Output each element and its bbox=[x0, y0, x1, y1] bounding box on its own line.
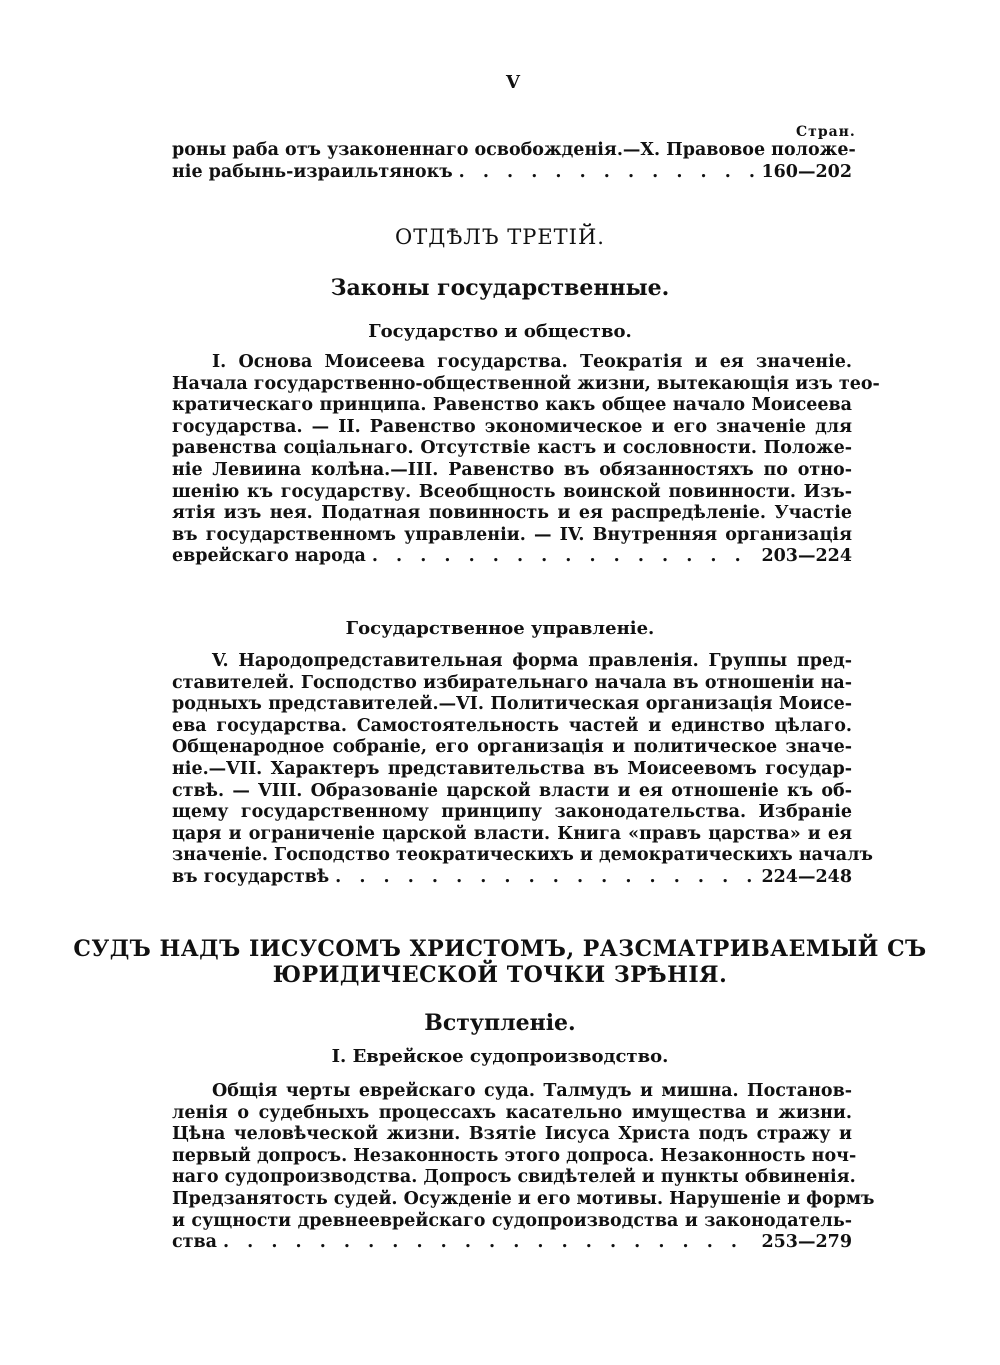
toc-entry-1 bbox=[172, 352, 880, 568]
toc-entry-last-line bbox=[172, 867, 852, 889]
subsection-title: I. Еврейское судопроизводство. bbox=[331, 1046, 669, 1067]
toc-line: ствѣ. — VIII. Образованіе царской власти и ея отношеніе къ об- bbox=[172, 780, 852, 801]
toc-line: шенію къ государству. Всеобщность воинской повинности. Изъ- bbox=[172, 481, 852, 502]
toc-entry-last-line bbox=[172, 546, 852, 568]
toc-line: царя и ограниченіе царской власти. Книга «правъ царства» и ея bbox=[172, 823, 852, 844]
leader-dots bbox=[372, 546, 756, 568]
part-title-line-1: СУДЪ НАДЪ ІИСУСОМЪ ХРИСТОМЪ, РАЗСМАТРИВАЕМЫЙ СЪ bbox=[73, 936, 927, 962]
toc-line: и сущности древнееврейскаго судопроизводства и законодатель- bbox=[172, 1210, 852, 1231]
leader-dots bbox=[459, 162, 756, 184]
toc-line: ставителей. Господство избирательнаго начала въ отношеніи на- bbox=[172, 672, 852, 693]
toc-line: еврейскаго народа bbox=[172, 546, 366, 567]
toc-line: роны раба отъ узаконеннаго освобожденія.—X. Правовое положе- bbox=[172, 140, 856, 160]
page-range: 203—224 bbox=[761, 546, 852, 567]
pages-column-header: Стран. bbox=[796, 124, 856, 140]
page-range: 160—202 bbox=[761, 161, 852, 182]
toc-line: значеніе. Господство теократическихъ и демократическихъ началъ bbox=[172, 845, 873, 866]
part-title-line-2: ЮРИДИЧЕСКОЙ ТОЧКИ ЗРѢНІЯ. bbox=[272, 962, 728, 988]
toc-line: ніе Левиина колѣна.—III. Равенство въ обязанностяхъ по отно- bbox=[172, 459, 852, 480]
toc-line: Начала государственно-общественной жизни, вытекающія изъ тео- bbox=[172, 373, 880, 394]
toc-line: родныхъ представителей.—VI. Политическая организація Моисе- bbox=[172, 694, 852, 715]
toc-line: ніе.—VII. Характеръ представительства въ Моисеевомъ государ- bbox=[172, 758, 852, 779]
toc-line: ятія изъ нея. Податная повинность и ея распредѣленіе. Участіе bbox=[172, 503, 852, 524]
toc-line: Общенародное собраніе, его организація и политическое значе- bbox=[172, 737, 852, 758]
leader-dots bbox=[223, 1232, 755, 1254]
introduction-title: Вступленіе. bbox=[424, 1010, 576, 1036]
toc-line: V. Народопредставительная форма правленія. Группы пред- bbox=[212, 651, 852, 671]
toc-line: государства. — II. Равенство экономическое и его значеніе для bbox=[172, 416, 852, 437]
toc-entry-last-line bbox=[172, 1232, 852, 1254]
subsection-title: Государство и общество. bbox=[368, 321, 632, 342]
toc-line: наго судопроизводства. Допросъ свидѣтелей и пункты обвиненія. bbox=[172, 1167, 856, 1188]
page-range: 253—279 bbox=[761, 1232, 852, 1253]
page-range: 224—248 bbox=[761, 866, 852, 887]
subsection-title: Государственное управленіе. bbox=[345, 618, 655, 639]
page-number: V bbox=[506, 72, 520, 93]
section-subtitle: Законы государственные. bbox=[330, 275, 670, 301]
toc-line: I. Основа Моисеева государства. Теократія и ея значеніе. bbox=[212, 352, 852, 372]
toc-line: въ государственномъ управленіи. — IV. Внутренняя организація bbox=[172, 524, 852, 545]
leader-dots bbox=[335, 867, 755, 889]
toc-entry-2 bbox=[172, 651, 873, 889]
toc-line: Предзанятость судей. Осужденіе и его мотивы. Нарушеніе и формъ bbox=[172, 1188, 875, 1209]
toc-line: въ государствѣ bbox=[172, 866, 330, 887]
toc-line: кратическаго принципа. Равенство какъ общее начало Моисеева bbox=[172, 395, 852, 416]
toc-entry-top bbox=[172, 140, 856, 183]
section-title: ОТДѢЛЪ ТРЕТІЙ. bbox=[395, 225, 605, 249]
toc-line: равенства соціальнаго. Отсутствіе кастъ и сословности. Положе- bbox=[172, 438, 852, 459]
toc-entry-last-line bbox=[172, 162, 852, 184]
toc-line: Общія черты еврейскаго суда. Талмудъ и мишна. Постанов- bbox=[212, 1081, 852, 1101]
toc-line: ніе рабынь-израильтянокъ bbox=[172, 161, 453, 182]
toc-line: Цѣна человѣческой жизни. Взятіе Іисуса Христа подъ стражу и bbox=[172, 1124, 852, 1145]
toc-line: ленія о судебныхъ процессахъ касательно имущества и жизни. bbox=[172, 1102, 852, 1123]
toc-line: ева государства. Самостоятельность частей и единство цѣлаго. bbox=[172, 715, 852, 736]
toc-line: ства bbox=[172, 1232, 217, 1253]
toc-line: щему государственному принципу законодательства. Избраніе bbox=[172, 802, 852, 823]
toc-entry-3 bbox=[172, 1081, 875, 1254]
toc-line: первый допросъ. Незаконность этого допроса. Незаконность ноч- bbox=[172, 1145, 857, 1166]
